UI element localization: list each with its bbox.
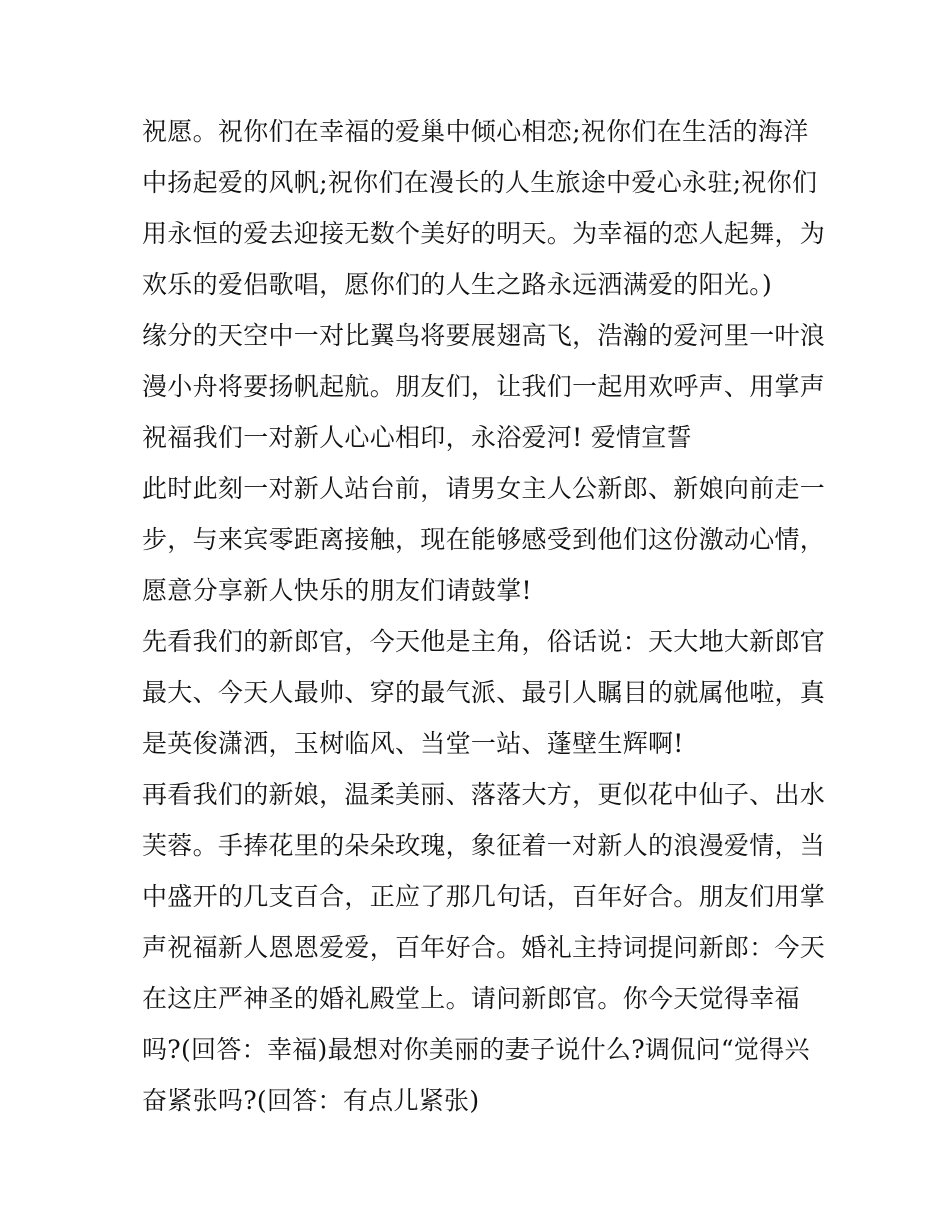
text-line: 芙蓉。手捧花里的朵朵玫瑰，象征着一对新人的浪漫爱情，当 [142,831,826,860]
text-line: 先看我们的新郎官，今天他是主角，俗话说：天大地大新郎官 [142,627,826,656]
text-line: 再看我们的新娘，温柔美丽、落落大方，更似花中仙子、出水 [142,780,826,809]
text-line: 中扬起爱的风帆;祝你们在漫长的人生旅途中爱心永驻;祝你们 [142,168,818,197]
text-line: 愿意分享新人快乐的朋友们请鼓掌! [142,576,532,605]
text-line: 奋紧张吗?(回答：有点儿紧张) [142,1086,480,1115]
document-body [142,106,826,1126]
text-line: 在这庄严神圣的婚礼殿堂上。请问新郎官。你今天觉得幸福 [142,984,800,1013]
text-line: 漫小舟将要扬帆起航。朋友们，让我们一起用欢呼声、用掌声 [142,372,826,401]
text-line: 最大、今天人最帅、穿的最气派、最引人瞩目的就属他啦，真 [142,678,826,707]
text-line: 祝愿。祝你们在幸福的爱巢中倾心相恋;祝你们在生活的海洋 [142,117,809,146]
text-line: 用永恒的爱去迎接无数个美好的明天。为幸福的恋人起舞，为 [142,219,826,248]
text-line: 此时此刻一对新人站台前，请男女主人公新郎、新娘向前走一 [142,474,826,503]
text-line: 是英俊潇洒，玉树临风、当堂一站、蓬壁生辉啊! [142,729,684,758]
text-line: 声祝福新人恩恩爱爱，百年好合。婚礼主持词提问新郎：今天 [142,933,826,962]
text-line: 缘分的天空中一对比翼鸟将要展翅高飞，浩瀚的爱河里一叶浪 [142,321,826,350]
text-line: 欢乐的爱侣歌唱，愿你们的人生之路永远洒满爱的阳光。) [142,270,773,299]
text-line: 中盛开的几支百合，正应了那几句话，百年好合。朋友们用掌 [142,882,826,911]
text-line: 步，与来宾零距离接触，现在能够感受到他们这份激动心情， [142,525,826,554]
text-line: 祝福我们一对新人心心相印，永浴爱河! 爱情宣誓 [142,423,692,452]
text-line: 吗?(回答：幸福)最想对你美丽的妻子说什么?调侃问“觉得兴 [142,1035,810,1064]
